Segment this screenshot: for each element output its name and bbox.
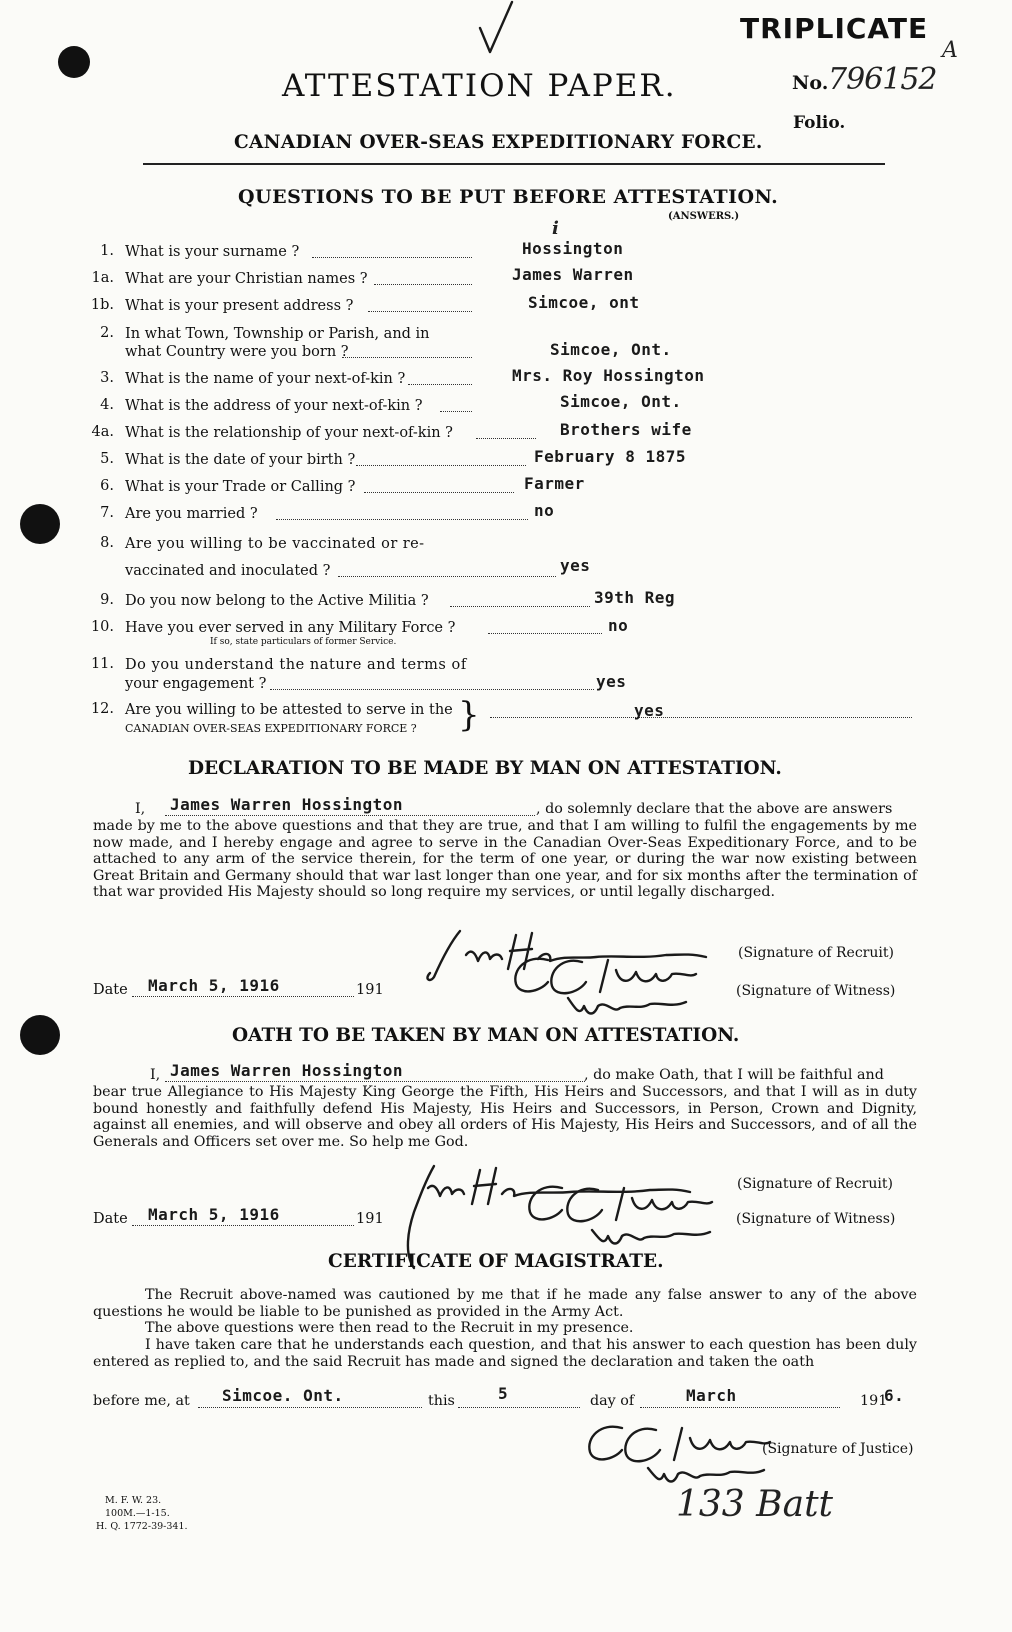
- question-text: Are you willing to be attested to serve in the: [125, 702, 453, 718]
- declaration-body: made by me to the above questions and that they are true, and that I am willing to fulfil the engagements by me now made, and I hereby engage and agree to serve in the Canadian Over-Seas Expeditionary Force, and to be attached to any arm of the service therein, for the term of one year, or during the war now existing between Great Britain and Germany should that war last longer than one year, and for six months after the termination of that war provided His Majesty should so long require my services, or until legally discharged.: [93, 818, 917, 900]
- question-text: What is the relationship of your next-of-kin ?: [125, 425, 453, 441]
- certificate-heading: CERTIFICATE OF MAGISTRATE.: [328, 1251, 664, 1272]
- page-subtitle: CANADIAN OVER-SEAS EXPEDITIONARY FORCE.: [234, 132, 763, 153]
- header-rule: [143, 163, 885, 165]
- certificate-p3: I have taken care that he understands each question, and that his answer to each question has been duly entered as replied to, and the said Recruit has made and signed the declaration and taken the oath: [93, 1337, 917, 1370]
- witness-signature-label: (Signature of Witness): [736, 1211, 896, 1227]
- declaration-date: March 5, 1916: [148, 976, 280, 995]
- print-run: 100M.—1-15.: [105, 1508, 170, 1519]
- declaration-pronoun: I,: [135, 801, 146, 817]
- question-text: What is the date of your birth ?: [125, 452, 356, 468]
- question-number: 1b.: [90, 297, 114, 313]
- witness-signature-label: (Signature of Witness): [736, 983, 896, 999]
- answer-christian-names: James Warren: [512, 265, 634, 284]
- year-digit: 6.: [884, 1386, 905, 1405]
- certificate-p2: The above questions were then read to the Recruit in my presence.: [145, 1320, 634, 1336]
- question-number: 5.: [100, 451, 114, 467]
- question-number: 10.: [90, 619, 114, 635]
- oath-line1-tail: , do make Oath, that I will be faithful and: [584, 1067, 884, 1083]
- brace-icon: }: [458, 695, 480, 735]
- witness-signature-2: [504, 1180, 734, 1250]
- answer-vaccinated: yes: [560, 556, 591, 575]
- answer-present-address: Simcoe, ont: [528, 293, 640, 312]
- recruit-signature-label: (Signature of Recruit): [738, 945, 894, 961]
- witness-signature-1: [490, 952, 720, 1022]
- question-text: vaccinated and inoculated ?: [125, 563, 331, 579]
- year-prefix: 191: [860, 1393, 888, 1409]
- question-number: 12.: [90, 701, 114, 717]
- question-number: 9.: [100, 592, 114, 608]
- answer-birth-date: February 8 1875: [534, 447, 686, 466]
- answer-next-of-kin-address: Simcoe, Ont.: [560, 392, 682, 411]
- answer-next-of-kin: Mrs. Roy Hossington: [512, 366, 705, 385]
- oath-heading: OATH TO BE TAKEN BY MAN ON ATTESTATION.: [232, 1025, 740, 1046]
- answer-militia: 39th Reg: [594, 588, 676, 607]
- declaration-line1-tail: , do solemnly declare that the above are answers: [536, 801, 893, 817]
- question-text: What is the name of your next-of-kin ?: [125, 371, 406, 387]
- magistrate-month: March: [686, 1386, 737, 1405]
- day-of-label: day of: [590, 1393, 635, 1409]
- question-note: If so, state particulars of former Service.: [210, 637, 397, 647]
- oath-date: March 5, 1916: [148, 1205, 280, 1224]
- answer-surname-correction: i: [552, 218, 559, 239]
- question-number: 3.: [100, 370, 114, 386]
- question-number: 7.: [100, 505, 114, 521]
- regimental-number: 796152: [828, 62, 937, 97]
- question-text: what Country were you born ?: [125, 344, 349, 360]
- question-number: 4a.: [91, 424, 114, 440]
- question-text: your engagement ?: [125, 676, 267, 692]
- question-number: 8.: [100, 535, 114, 551]
- justice-unit-note: 133 Batt: [676, 1484, 834, 1525]
- check-mark-icon: [476, 0, 516, 60]
- question-number: 1a.: [91, 270, 114, 286]
- stamp-mark: A: [942, 38, 958, 63]
- answers-label: (ANSWERS.): [668, 211, 740, 222]
- punch-hole-top: [58, 46, 90, 78]
- question-text: Do you understand the nature and terms of: [125, 657, 467, 673]
- question-number: 11.: [90, 656, 114, 672]
- question-text: Are you married ?: [125, 506, 258, 522]
- question-text: What is your present address ?: [125, 298, 354, 314]
- question-number: 2.: [100, 325, 114, 341]
- form-code: M. F. W. 23.: [105, 1495, 162, 1506]
- answer-married: no: [534, 501, 555, 520]
- declaration-heading: DECLARATION TO BE MADE BY MAN ON ATTESTATION.: [188, 758, 782, 779]
- declaration-date-label: Date: [93, 982, 128, 998]
- magistrate-place: Simcoe. Ont.: [222, 1386, 344, 1405]
- answer-surname: Hossington: [522, 239, 624, 258]
- question-text: CANADIAN OVER-SEAS EXPEDITIONARY FORCE ?: [125, 722, 417, 735]
- oath-year-prefix: 191: [356, 1211, 384, 1227]
- declaration-name: James Warren Hossington: [170, 795, 404, 814]
- magistrate-day: 5: [498, 1384, 509, 1403]
- answer-understand-terms: yes: [596, 672, 627, 691]
- punch-hole-lower: [20, 1015, 60, 1055]
- justice-signature-label: (Signature of Justice): [762, 1441, 914, 1457]
- question-text: Are you willing to be vaccinated or re-: [125, 536, 425, 552]
- hq-code: H. Q. 1772-39-341.: [96, 1521, 188, 1532]
- question-text: Do you now belong to the Active Militia ?: [125, 593, 429, 609]
- question-text: What is your surname ?: [125, 244, 300, 260]
- declaration-year-prefix: 191: [356, 982, 384, 998]
- answer-birthplace: Simcoe, Ont.: [550, 340, 672, 359]
- answer-military-service: no: [608, 616, 629, 635]
- oath-body: bear true Allegiance to His Majesty King George the Fifth, His Heirs and Successors, and that I will as in duty bound honestly and faithfully defend His Majesty, His Heirs and Successors, in Person, Crown and Dignity, against all enemies, and will observe and obey all orders of His Majesty, His Heirs and Successors, and of all the Generals and Officers set over me. So help me God.: [93, 1084, 917, 1150]
- question-text: Have you ever served in any Military Force ?: [125, 620, 456, 636]
- page-title: ATTESTATION PAPER.: [282, 68, 677, 104]
- question-number: 1.: [100, 243, 114, 259]
- oath-date-label: Date: [93, 1211, 128, 1227]
- before-me-label: before me, at: [93, 1393, 190, 1409]
- folio-label: Folio.: [793, 113, 846, 133]
- certificate-p1: The Recruit above-named was cautioned by me that if he made any false answer to any of the above questions he would be liable to be punished as provided in the Army Act.: [93, 1287, 917, 1320]
- question-text: In what Town, Township or Parish, and in: [125, 326, 430, 342]
- number-label: No.: [792, 72, 829, 94]
- question-number: 6.: [100, 478, 114, 494]
- triplicate-stamp: TRIPLICATE: [740, 12, 929, 45]
- question-text: What is your Trade or Calling ?: [125, 479, 356, 495]
- this-label: this: [428, 1393, 455, 1409]
- question-number: 4.: [100, 397, 114, 413]
- punch-hole-middle: [20, 504, 60, 544]
- questions-heading: QUESTIONS TO BE PUT BEFORE ATTESTATION.: [238, 186, 779, 208]
- answer-trade: Farmer: [524, 474, 585, 493]
- question-text: What is the address of your next-of-kin ?: [125, 398, 423, 414]
- oath-name: James Warren Hossington: [170, 1061, 404, 1080]
- answer-willing-to-serve: yes: [634, 701, 665, 720]
- recruit-signature-label: (Signature of Recruit): [737, 1176, 893, 1192]
- oath-pronoun: I,: [150, 1067, 161, 1083]
- answer-relationship: Brothers wife: [560, 420, 692, 439]
- question-text: What are your Christian names ?: [125, 271, 368, 287]
